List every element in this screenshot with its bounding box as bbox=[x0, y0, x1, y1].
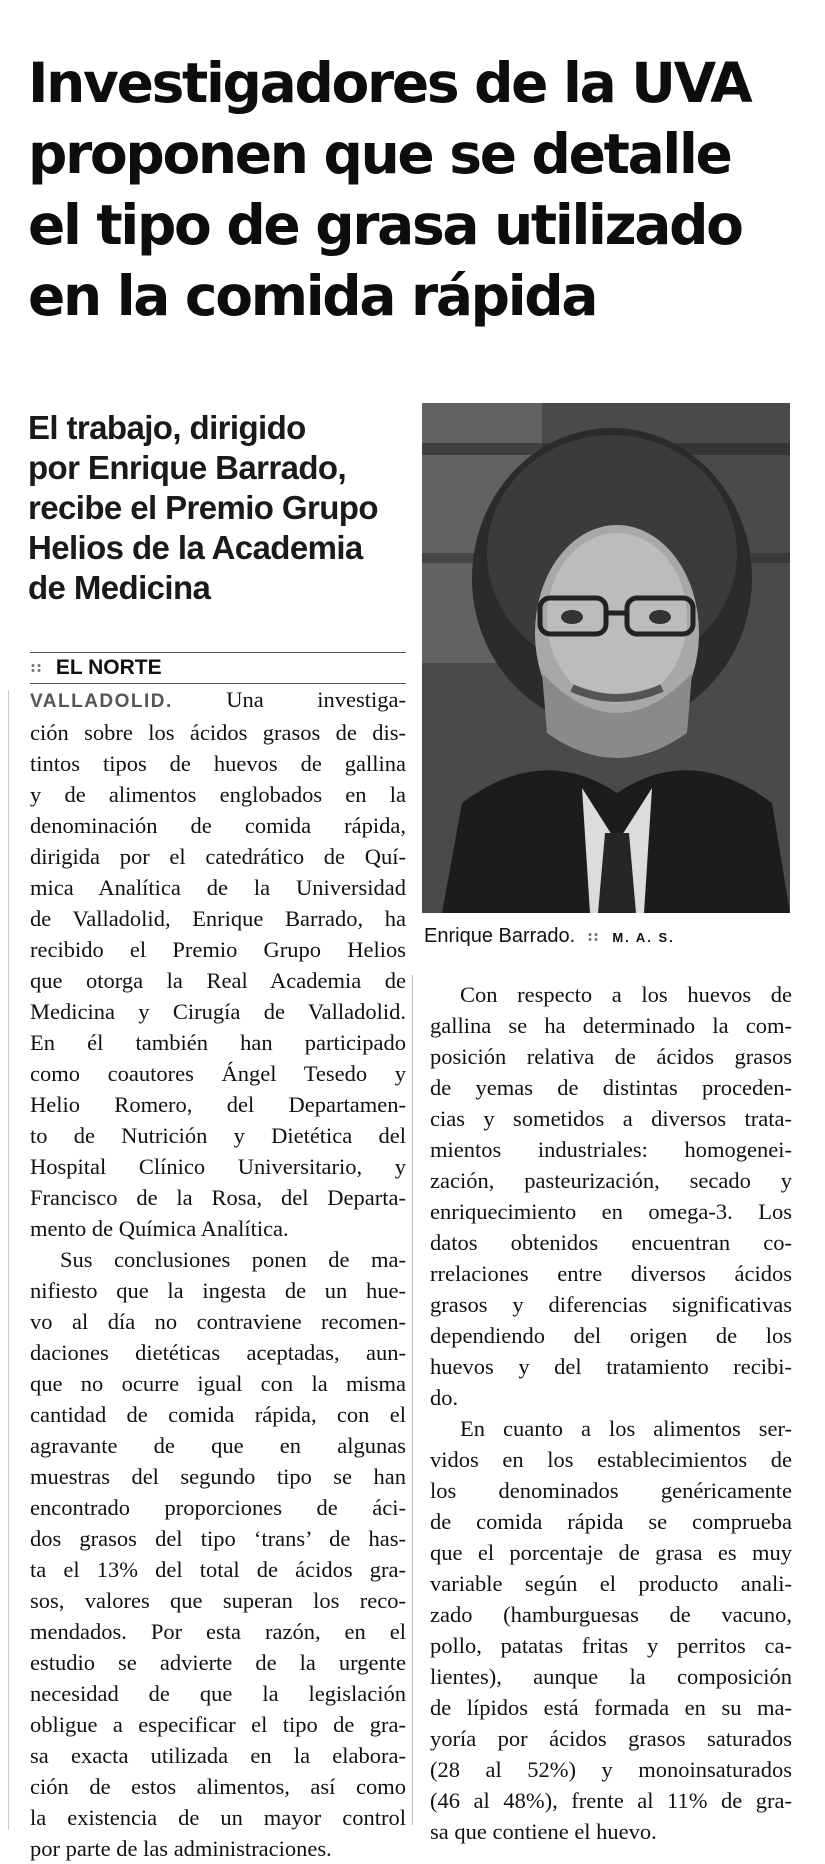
article-column-right bbox=[430, 979, 792, 1847]
headline-line: en la comida rápida bbox=[28, 264, 597, 328]
article-paragraph bbox=[430, 979, 792, 1413]
article-line: datos obtenidos encuentran co- bbox=[430, 1230, 792, 1255]
article-line: zación, pasteurización, secado y bbox=[430, 1168, 792, 1193]
article-line: cantidad de comida rápida, con el bbox=[30, 1402, 406, 1427]
headline-line: proponen que se detalle bbox=[28, 122, 731, 186]
article-line: enriquecimiento en omega-3. Los bbox=[430, 1199, 792, 1224]
article-line: denominación de comida rápida, bbox=[30, 813, 406, 838]
portrait-illustration bbox=[422, 403, 790, 913]
column-divider bbox=[412, 975, 413, 1825]
byline bbox=[30, 652, 406, 684]
article-paragraph bbox=[30, 1244, 406, 1864]
article-line: (46 al 48%), frente al 11% de gra- bbox=[430, 1788, 792, 1813]
article-line: ción de estos alimentos, así como bbox=[30, 1774, 406, 1799]
article-line: dependiendo del origen de los bbox=[430, 1323, 792, 1348]
article-line: variable según el producto anali- bbox=[430, 1571, 792, 1596]
article-line: de yemas de distintas proceden- bbox=[430, 1075, 792, 1100]
subhead-line: de Medicina bbox=[28, 569, 211, 606]
article-line: dos grasos del tipo ‘trans’ de has- bbox=[30, 1526, 406, 1551]
article-line: ta el 13% del total de ácidos gra- bbox=[30, 1557, 406, 1582]
article-line: posición relativa de ácidos grasos bbox=[430, 1044, 792, 1069]
article-line: como coautores Ángel Tesedo y bbox=[30, 1061, 406, 1086]
subhead-line: Helios de la Academia bbox=[28, 529, 363, 566]
article-line: mica Analítica de la Universidad bbox=[30, 875, 406, 900]
article-line: tintos tipos de huevos de gallina bbox=[30, 751, 406, 776]
article-line: de Valladolid, Enrique Barrado, ha bbox=[30, 906, 406, 931]
article-line: necesidad de que la legislación bbox=[30, 1681, 406, 1706]
byline-text: EL NORTE bbox=[55, 656, 162, 679]
dateline: VALLADOLID. bbox=[30, 691, 173, 712]
subhead-line: por Enrique Barrado, bbox=[28, 449, 347, 486]
article-line: to de Nutrición y Dietética del bbox=[30, 1123, 406, 1148]
article-line: rrelaciones entre diversos ácidos bbox=[430, 1261, 792, 1286]
article-line: pollo, patatas fritas y perritos ca- bbox=[430, 1633, 792, 1658]
headline bbox=[28, 48, 808, 332]
article-line: zado (hamburguesas de vacuno, bbox=[430, 1602, 792, 1627]
caption-text: Enrique Barrado. bbox=[424, 925, 576, 947]
article-line: de lípidos está formada en su ma- bbox=[430, 1695, 792, 1720]
article-line: ción sobre los ácidos grasos de dis- bbox=[30, 720, 406, 745]
article-line: grasos y diferencias significativas bbox=[430, 1292, 792, 1317]
article-line: Medicina y Cirugía de Valladolid. bbox=[30, 999, 406, 1024]
article-line: do. bbox=[430, 1385, 459, 1410]
article-line: recibido el Premio Grupo Helios bbox=[30, 937, 406, 962]
article-line: obligue a especificar el tipo de gra- bbox=[30, 1712, 406, 1737]
article-line: vidos en los establecimientos de bbox=[430, 1447, 792, 1472]
article-line: y de alimentos englobados en la bbox=[30, 782, 406, 807]
article-line: que no ocurre igual con la misma bbox=[30, 1371, 406, 1396]
left-margin-rule bbox=[8, 690, 9, 1830]
article-line: En él también han participado bbox=[30, 1030, 406, 1055]
article-line: nifiesto que la ingesta de un hue- bbox=[30, 1278, 406, 1303]
article-line: gallina se ha determinado la com- bbox=[430, 1013, 792, 1038]
photo-caption bbox=[424, 925, 675, 948]
article-line: muestras del segundo tipo se han bbox=[30, 1464, 406, 1489]
article-line: estudio se advierte de la urgente bbox=[30, 1650, 406, 1675]
photo-credit: M. A. S. bbox=[612, 930, 675, 945]
article-line: vo al día no contraviene recomen- bbox=[30, 1309, 406, 1334]
article-column-left bbox=[30, 684, 406, 1864]
article-line: encontrado proporciones de áci- bbox=[30, 1495, 406, 1520]
article-line: los denominados genéricamente bbox=[430, 1478, 792, 1503]
article-line: que otorga la Real Academia de bbox=[30, 968, 406, 993]
article-line: por parte de las administraciones. bbox=[30, 1836, 332, 1861]
subheadline bbox=[28, 408, 418, 608]
article-line: Helio Romero, del Departamen- bbox=[30, 1092, 406, 1117]
article-line: daciones dietéticas aceptadas, aun- bbox=[30, 1340, 406, 1365]
portrait-photo bbox=[422, 403, 790, 913]
article-line: (28 al 52%) y monoinsaturados bbox=[430, 1757, 792, 1782]
article-line: sa que contiene el huevo. bbox=[430, 1819, 657, 1844]
article-line: Sus conclusiones ponen de ma- bbox=[60, 1247, 406, 1272]
article-line: yoría por ácidos grasos saturados bbox=[430, 1726, 792, 1751]
dots-marker-icon bbox=[30, 663, 42, 673]
article-line: sa exacta utilizada en la elabora- bbox=[30, 1743, 406, 1768]
article-line: VALLADOLID. Una investiga- bbox=[30, 687, 406, 712]
article-line: la existencia de un mayor control bbox=[30, 1805, 406, 1830]
article-paragraph bbox=[430, 1413, 792, 1847]
article-line: sos, valores que superan los reco- bbox=[30, 1588, 406, 1613]
dots-marker-icon bbox=[587, 932, 599, 942]
article-line: Francisco de la Rosa, del Departa- bbox=[30, 1185, 406, 1210]
article-line: cias y sometidos a diversos trata- bbox=[430, 1106, 792, 1131]
article-line: Hospital Clínico Universitario, y bbox=[30, 1154, 406, 1179]
article-line: huevos y del tratamiento recibi- bbox=[430, 1354, 792, 1379]
article-line: lientes), aunque la composición bbox=[430, 1664, 792, 1689]
article-line: En cuanto a los alimentos ser- bbox=[460, 1416, 792, 1441]
article-line: agravante de que en algunas bbox=[30, 1433, 406, 1458]
article-line: que el porcentaje de grasa es muy bbox=[430, 1540, 792, 1565]
subhead-line: recibe el Premio Grupo bbox=[28, 489, 378, 526]
headline-line: el tipo de grasa utilizado bbox=[28, 193, 742, 257]
subhead-line: El trabajo, dirigido bbox=[28, 409, 306, 446]
article-line: mento de Química Analítica. bbox=[30, 1216, 289, 1241]
article-line: mientos industriales: homogenei- bbox=[430, 1137, 792, 1162]
headline-line: Investigadores de la UVA bbox=[28, 51, 751, 115]
article-line: Con respecto a los huevos de bbox=[460, 982, 792, 1007]
article-line: mendados. Por esta razón, en el bbox=[30, 1619, 406, 1644]
article-line: de comida rápida se comprueba bbox=[430, 1509, 792, 1534]
article-line: dirigida por el catedrático de Quí- bbox=[30, 844, 406, 869]
article-paragraph bbox=[30, 684, 406, 1244]
